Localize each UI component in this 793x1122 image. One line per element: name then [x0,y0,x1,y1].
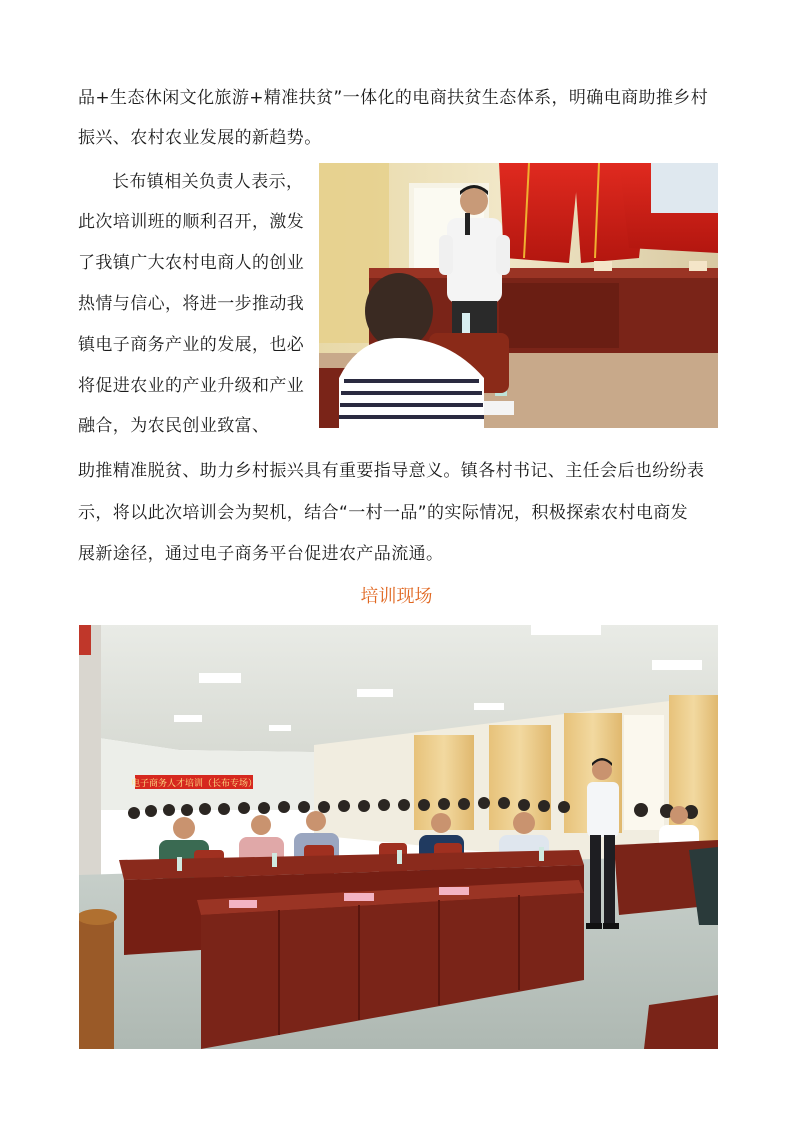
paragraph-line: 示，将以此次培训会为契机，结合“一村一品”的实际情况，积极探索农村电商发 [78,503,689,523]
paragraph-line: 镇电子商务产业的发展，也必 [78,335,305,355]
paragraph-line: 融合，为农民创业致富、 [78,416,270,436]
photo-caption: 培训现场 [360,586,433,607]
paragraph-line: 了我镇广大农村电商人的创业 [78,253,305,273]
paragraph-line: 将促进农业的产业升级和产业 [78,376,305,396]
paragraph-line: 展新途径，通过电子商务平台促进农产品流通。 [78,544,444,564]
paragraph-line: 长布镇相关负责人表示， [112,172,304,192]
paragraph-line: 热情与信心，将进一步推动我 [78,294,305,314]
speaker-photo [319,163,718,428]
paragraph-line: 此次培训班的顺利召开，激发 [78,212,305,232]
paragraph-line: 助推精准脱贫、助力乡村振兴具有重要指导意义。镇各村书记、主任会后也纷纷表 [78,461,705,481]
paragraph-line: 品+生态休闲文化旅游+精准扶贫”一体化的电商扶贫生态体系，明确电商助推乡村 [78,88,709,108]
banner-text: 电子商务人才培训（长布专场） [130,779,258,789]
paragraph-line: 振兴、农村农业发展的新趋势。 [78,128,322,148]
training-site-photo [79,625,718,1049]
